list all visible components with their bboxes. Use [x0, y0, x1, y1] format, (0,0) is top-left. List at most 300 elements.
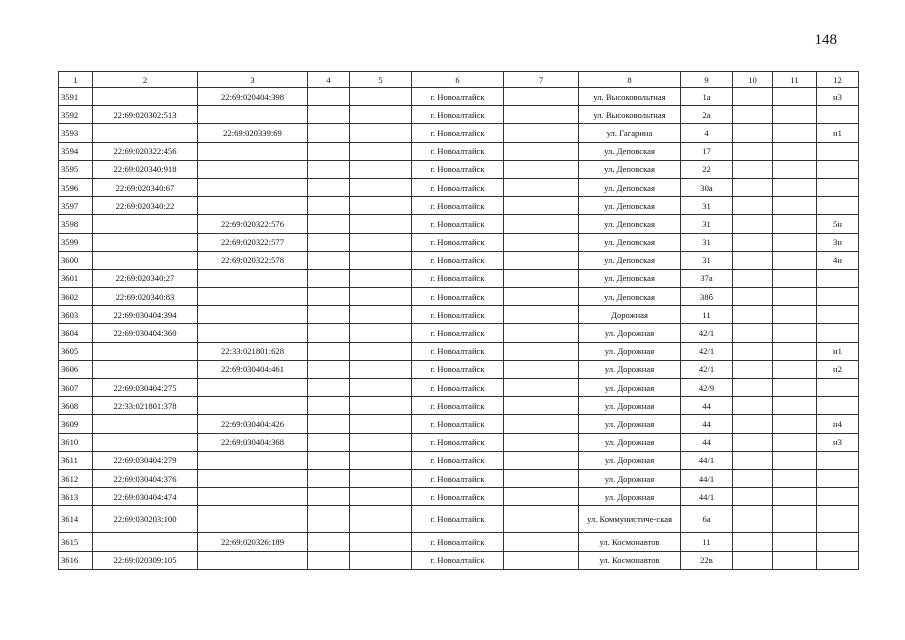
cell-street: ул. Космонавтов [579, 533, 681, 551]
cell-settlement: г. Новоалтайск [412, 288, 504, 306]
cell-cadastral-number-land [93, 360, 198, 378]
cell-premises-number [817, 488, 859, 506]
cell-column-4 [308, 433, 350, 451]
column-header-4: 4 [308, 72, 350, 88]
cell-column-7 [504, 88, 579, 106]
cell-column-5 [350, 160, 412, 178]
cell-house-number: 37а [681, 269, 733, 287]
cell-row-number: 3591 [59, 88, 93, 106]
cell-column-7 [504, 233, 579, 251]
cell-cadastral-number-premises [198, 324, 308, 342]
cell-column-5 [350, 324, 412, 342]
cell-row-number: 3614 [59, 506, 93, 533]
cell-premises-number [817, 288, 859, 306]
cell-column-10 [733, 288, 773, 306]
cell-column-5 [350, 433, 412, 451]
cell-cadastral-number-premises: 22:69:030404:368 [198, 433, 308, 451]
cell-column-11 [773, 533, 817, 551]
cell-cadastral-number-land: 22:69:020302:513 [93, 106, 198, 124]
cell-column-7 [504, 178, 579, 196]
cell-settlement: г. Новоалтайск [412, 269, 504, 287]
cell-column-5 [350, 360, 412, 378]
cell-street: ул. Космонавтов [579, 551, 681, 569]
cell-house-number: 31 [681, 197, 733, 215]
cell-column-11 [773, 551, 817, 569]
cell-settlement: г. Новоалтайск [412, 506, 504, 533]
cell-column-10 [733, 551, 773, 569]
cell-cadastral-number-land: 22:69:020340:83 [93, 288, 198, 306]
cell-cadastral-number-premises: 22:33:021801:628 [198, 342, 308, 360]
cell-cadastral-number-premises: 22:69:030404:426 [198, 415, 308, 433]
cell-column-4 [308, 288, 350, 306]
cell-column-10 [733, 160, 773, 178]
cell-premises-number [817, 197, 859, 215]
cell-column-10 [733, 488, 773, 506]
cell-column-11 [773, 88, 817, 106]
cell-cadastral-number-premises [198, 451, 308, 469]
cell-settlement: г. Новоалтайск [412, 360, 504, 378]
cell-cadastral-number-land [93, 433, 198, 451]
cell-column-5 [350, 379, 412, 397]
cell-column-11 [773, 178, 817, 196]
cell-column-5 [350, 488, 412, 506]
cell-street: ул. Деповская [579, 233, 681, 251]
cell-settlement: г. Новоалтайск [412, 469, 504, 487]
cell-row-number: 3602 [59, 288, 93, 306]
cell-column-10 [733, 533, 773, 551]
cell-premises-number [817, 269, 859, 287]
cell-cadastral-number-land: 22:69:030404:279 [93, 451, 198, 469]
cell-column-11 [773, 397, 817, 415]
cell-house-number: 22 [681, 160, 733, 178]
cell-street: ул. Деповская [579, 178, 681, 196]
table-row [59, 397, 859, 415]
table-row [59, 533, 859, 551]
header-row [59, 72, 859, 88]
cell-settlement: г. Новоалтайск [412, 251, 504, 269]
cell-row-number: 3610 [59, 433, 93, 451]
cell-settlement: г. Новоалтайск [412, 88, 504, 106]
cell-column-11 [773, 469, 817, 487]
cell-column-7 [504, 288, 579, 306]
cell-column-10 [733, 251, 773, 269]
table-row [59, 178, 859, 196]
cell-row-number: 3598 [59, 215, 93, 233]
table-row [59, 488, 859, 506]
column-header-5: 5 [350, 72, 412, 88]
cell-column-10 [733, 379, 773, 397]
cell-column-7 [504, 451, 579, 469]
cell-column-10 [733, 469, 773, 487]
cell-column-5 [350, 533, 412, 551]
cell-column-11 [773, 197, 817, 215]
cell-cadastral-number-premises [198, 106, 308, 124]
cell-column-4 [308, 124, 350, 142]
cell-column-4 [308, 342, 350, 360]
cell-house-number: 44/1 [681, 451, 733, 469]
column-header-11: 11 [773, 72, 817, 88]
cell-premises-number: н2 [817, 360, 859, 378]
table-header [59, 72, 859, 88]
cell-column-5 [350, 106, 412, 124]
cell-settlement: г. Новоалтайск [412, 415, 504, 433]
cell-column-7 [504, 106, 579, 124]
cell-settlement: г. Новоалтайск [412, 178, 504, 196]
cell-street: ул. Деповская [579, 197, 681, 215]
cell-column-5 [350, 233, 412, 251]
cell-premises-number [817, 306, 859, 324]
cell-column-10 [733, 233, 773, 251]
cell-premises-number [817, 160, 859, 178]
cell-settlement: г. Новоалтайск [412, 342, 504, 360]
column-header-2: 2 [93, 72, 198, 88]
cell-house-number: 31 [681, 215, 733, 233]
cell-street: ул. Коммунистиче-ская [579, 506, 681, 533]
cell-row-number: 3592 [59, 106, 93, 124]
cell-street: ул. Деповская [579, 142, 681, 160]
cell-column-5 [350, 397, 412, 415]
cell-cadastral-number-land: 22:69:030404:275 [93, 379, 198, 397]
cell-street: Дорожная [579, 306, 681, 324]
cell-premises-number [817, 451, 859, 469]
table-row [59, 160, 859, 178]
table-row [59, 379, 859, 397]
cell-row-number: 3605 [59, 342, 93, 360]
table-row [59, 360, 859, 378]
table-row [59, 269, 859, 287]
cell-column-11 [773, 324, 817, 342]
table-row [59, 88, 859, 106]
cell-house-number: 30а [681, 178, 733, 196]
cell-cadastral-number-land: 22:33:021801:378 [93, 397, 198, 415]
table-row [59, 106, 859, 124]
cell-row-number: 3595 [59, 160, 93, 178]
cell-column-10 [733, 124, 773, 142]
cell-column-10 [733, 451, 773, 469]
cell-premises-number: н1 [817, 124, 859, 142]
cell-column-5 [350, 506, 412, 533]
cell-house-number: 11 [681, 533, 733, 551]
cell-street: ул. Деповская [579, 251, 681, 269]
cell-row-number: 3609 [59, 415, 93, 433]
cell-cadastral-number-premises [198, 506, 308, 533]
cell-column-4 [308, 233, 350, 251]
cell-house-number: 44 [681, 433, 733, 451]
cell-street: ул. Высоковольтная [579, 106, 681, 124]
cell-column-11 [773, 288, 817, 306]
cell-settlement: г. Новоалтайск [412, 433, 504, 451]
cell-street: ул. Дорожная [579, 342, 681, 360]
cell-settlement: г. Новоалтайск [412, 106, 504, 124]
cell-premises-number [817, 469, 859, 487]
cell-column-10 [733, 306, 773, 324]
cell-cadastral-number-premises [198, 288, 308, 306]
cell-column-7 [504, 124, 579, 142]
cell-street: ул. Деповская [579, 269, 681, 287]
table-row [59, 197, 859, 215]
table-row [59, 451, 859, 469]
cell-row-number: 3611 [59, 451, 93, 469]
cell-house-number: 6а [681, 506, 733, 533]
cell-column-7 [504, 415, 579, 433]
cell-cadastral-number-land: 22:69:030404:474 [93, 488, 198, 506]
cell-street: ул. Дорожная [579, 415, 681, 433]
cell-column-7 [504, 506, 579, 533]
cell-column-10 [733, 215, 773, 233]
cell-premises-number: н3 [817, 433, 859, 451]
cell-row-number: 3607 [59, 379, 93, 397]
cell-settlement: г. Новоалтайск [412, 533, 504, 551]
cell-street: ул. Дорожная [579, 324, 681, 342]
cell-house-number: 44 [681, 415, 733, 433]
cell-column-7 [504, 379, 579, 397]
cell-column-10 [733, 178, 773, 196]
column-header-3: 3 [198, 72, 308, 88]
cell-column-11 [773, 306, 817, 324]
cell-row-number: 3613 [59, 488, 93, 506]
cell-cadastral-number-land [93, 215, 198, 233]
cell-cadastral-number-premises [198, 197, 308, 215]
table-row [59, 215, 859, 233]
cell-column-4 [308, 269, 350, 287]
cell-settlement: г. Новоалтайск [412, 488, 504, 506]
cell-settlement: г. Новоалтайск [412, 397, 504, 415]
cell-row-number: 3594 [59, 142, 93, 160]
cell-column-5 [350, 451, 412, 469]
cell-house-number: 42/1 [681, 342, 733, 360]
cell-cadastral-number-premises [198, 178, 308, 196]
cell-column-10 [733, 106, 773, 124]
cell-street: ул. Высоковольтная [579, 88, 681, 106]
cell-row-number: 3604 [59, 324, 93, 342]
cell-settlement: г. Новоалтайск [412, 197, 504, 215]
cell-row-number: 3608 [59, 397, 93, 415]
cell-house-number: 31 [681, 233, 733, 251]
cell-column-5 [350, 269, 412, 287]
cell-column-4 [308, 551, 350, 569]
cell-column-7 [504, 342, 579, 360]
cell-house-number: 44 [681, 397, 733, 415]
cell-column-4 [308, 251, 350, 269]
column-header-8: 8 [579, 72, 681, 88]
cell-settlement: г. Новоалтайск [412, 215, 504, 233]
cell-house-number: 2а [681, 106, 733, 124]
cell-column-10 [733, 433, 773, 451]
cell-column-10 [733, 324, 773, 342]
cell-column-5 [350, 251, 412, 269]
cell-column-7 [504, 533, 579, 551]
cell-house-number: 22в [681, 551, 733, 569]
cell-column-5 [350, 142, 412, 160]
cell-column-7 [504, 251, 579, 269]
cell-column-4 [308, 488, 350, 506]
cell-cadastral-number-premises: 22:69:030404:461 [198, 360, 308, 378]
cell-column-4 [308, 379, 350, 397]
cell-settlement: г. Новоалтайск [412, 142, 504, 160]
cell-cadastral-number-premises [198, 469, 308, 487]
table-row [59, 342, 859, 360]
cell-premises-number [817, 379, 859, 397]
cell-column-11 [773, 106, 817, 124]
cell-column-4 [308, 178, 350, 196]
cell-column-5 [350, 215, 412, 233]
table-row [59, 142, 859, 160]
table-row [59, 324, 859, 342]
cell-cadastral-number-land [93, 415, 198, 433]
cell-column-4 [308, 306, 350, 324]
cell-column-11 [773, 415, 817, 433]
cell-column-10 [733, 397, 773, 415]
cell-column-4 [308, 506, 350, 533]
cell-cadastral-number-premises: 22:69:020339:69 [198, 124, 308, 142]
cell-column-10 [733, 342, 773, 360]
cell-column-11 [773, 488, 817, 506]
cell-street: ул. Гагарина [579, 124, 681, 142]
cell-street: ул. Дорожная [579, 451, 681, 469]
cell-cadastral-number-premises [198, 379, 308, 397]
cell-column-7 [504, 469, 579, 487]
cell-house-number: 11 [681, 306, 733, 324]
cell-street: ул. Дорожная [579, 397, 681, 415]
cell-cadastral-number-land: 22:69:020340:67 [93, 178, 198, 196]
cell-street: ул. Дорожная [579, 379, 681, 397]
cell-column-11 [773, 379, 817, 397]
cell-column-5 [350, 88, 412, 106]
cell-column-7 [504, 306, 579, 324]
cell-house-number: 42/1 [681, 360, 733, 378]
cell-column-10 [733, 142, 773, 160]
cell-cadastral-number-land [93, 251, 198, 269]
cell-row-number: 3601 [59, 269, 93, 287]
cell-premises-number: н1 [817, 342, 859, 360]
cell-cadastral-number-land: 22:69:020340:918 [93, 160, 198, 178]
cell-column-4 [308, 142, 350, 160]
cell-column-7 [504, 215, 579, 233]
cell-column-7 [504, 551, 579, 569]
table-row [59, 433, 859, 451]
cell-column-11 [773, 251, 817, 269]
cell-column-4 [308, 451, 350, 469]
cell-cadastral-number-land: 22:69:030404:376 [93, 469, 198, 487]
cell-column-7 [504, 324, 579, 342]
cell-premises-number [817, 533, 859, 551]
cell-cadastral-number-premises: 22:69:020322:578 [198, 251, 308, 269]
table-row [59, 288, 859, 306]
table-row [59, 551, 859, 569]
cell-row-number: 3615 [59, 533, 93, 551]
cell-column-11 [773, 269, 817, 287]
cell-column-10 [733, 197, 773, 215]
cell-column-4 [308, 397, 350, 415]
cell-house-number: 31 [681, 251, 733, 269]
cell-premises-number [817, 178, 859, 196]
cell-settlement: г. Новоалтайск [412, 124, 504, 142]
cell-column-7 [504, 397, 579, 415]
table-row [59, 124, 859, 142]
cell-cadastral-number-land: 22:69:030203:100 [93, 506, 198, 533]
table-row [59, 233, 859, 251]
cell-cadastral-number-premises: 22:69:020326:189 [198, 533, 308, 551]
table-body [59, 88, 859, 570]
cell-column-7 [504, 197, 579, 215]
table-row [59, 506, 859, 533]
cell-cadastral-number-land: 22:69:030404:394 [93, 306, 198, 324]
cell-column-10 [733, 360, 773, 378]
cell-row-number: 3597 [59, 197, 93, 215]
cell-column-10 [733, 88, 773, 106]
cell-column-5 [350, 342, 412, 360]
column-header-7: 7 [504, 72, 579, 88]
cell-street: ул. Дорожная [579, 488, 681, 506]
cell-premises-number: н4 [817, 415, 859, 433]
cell-column-4 [308, 197, 350, 215]
cell-street: ул. Дорожная [579, 469, 681, 487]
cell-house-number: 38б [681, 288, 733, 306]
cell-settlement: г. Новоалтайск [412, 160, 504, 178]
cell-column-7 [504, 142, 579, 160]
cell-column-4 [308, 324, 350, 342]
cell-cadastral-number-premises [198, 397, 308, 415]
cell-settlement: г. Новоалтайск [412, 379, 504, 397]
cell-street: ул. Деповская [579, 288, 681, 306]
cell-premises-number [817, 142, 859, 160]
cell-column-4 [308, 469, 350, 487]
cell-cadastral-number-land: 22:69:020340:27 [93, 269, 198, 287]
cell-cadastral-number-land [93, 342, 198, 360]
cell-column-7 [504, 360, 579, 378]
table-row [59, 306, 859, 324]
table-row [59, 415, 859, 433]
page-number: 148 [814, 32, 837, 48]
cell-house-number: 1а [681, 88, 733, 106]
cell-cadastral-number-premises: 22:69:020322:576 [198, 215, 308, 233]
cell-cadastral-number-premises: 22:69:020322:577 [198, 233, 308, 251]
cell-column-11 [773, 433, 817, 451]
cell-column-11 [773, 142, 817, 160]
cell-column-11 [773, 215, 817, 233]
cell-column-7 [504, 269, 579, 287]
column-header-9: 9 [681, 72, 733, 88]
cell-cadastral-number-premises [198, 551, 308, 569]
cell-house-number: 42/9 [681, 379, 733, 397]
cell-cadastral-number-land [93, 533, 198, 551]
column-header-1: 1 [59, 72, 93, 88]
cell-premises-number [817, 106, 859, 124]
cell-settlement: г. Новоалтайск [412, 451, 504, 469]
cell-street: ул. Деповская [579, 215, 681, 233]
cell-row-number: 3612 [59, 469, 93, 487]
cell-premises-number [817, 397, 859, 415]
cell-cadastral-number-premises [198, 488, 308, 506]
cell-street: ул. Деповская [579, 160, 681, 178]
cell-column-4 [308, 106, 350, 124]
cell-column-11 [773, 360, 817, 378]
cell-cadastral-number-premises [198, 269, 308, 287]
cell-street: ул. Дорожная [579, 433, 681, 451]
cell-column-7 [504, 488, 579, 506]
cell-column-7 [504, 433, 579, 451]
cell-cadastral-number-premises [198, 306, 308, 324]
cell-premises-number [817, 324, 859, 342]
column-header-10: 10 [733, 72, 773, 88]
cell-house-number: 17 [681, 142, 733, 160]
cell-column-10 [733, 269, 773, 287]
cell-house-number: 44/1 [681, 488, 733, 506]
cell-cadastral-number-land [93, 124, 198, 142]
cell-column-11 [773, 233, 817, 251]
cell-street: ул. Дорожная [579, 360, 681, 378]
cell-column-5 [350, 306, 412, 324]
